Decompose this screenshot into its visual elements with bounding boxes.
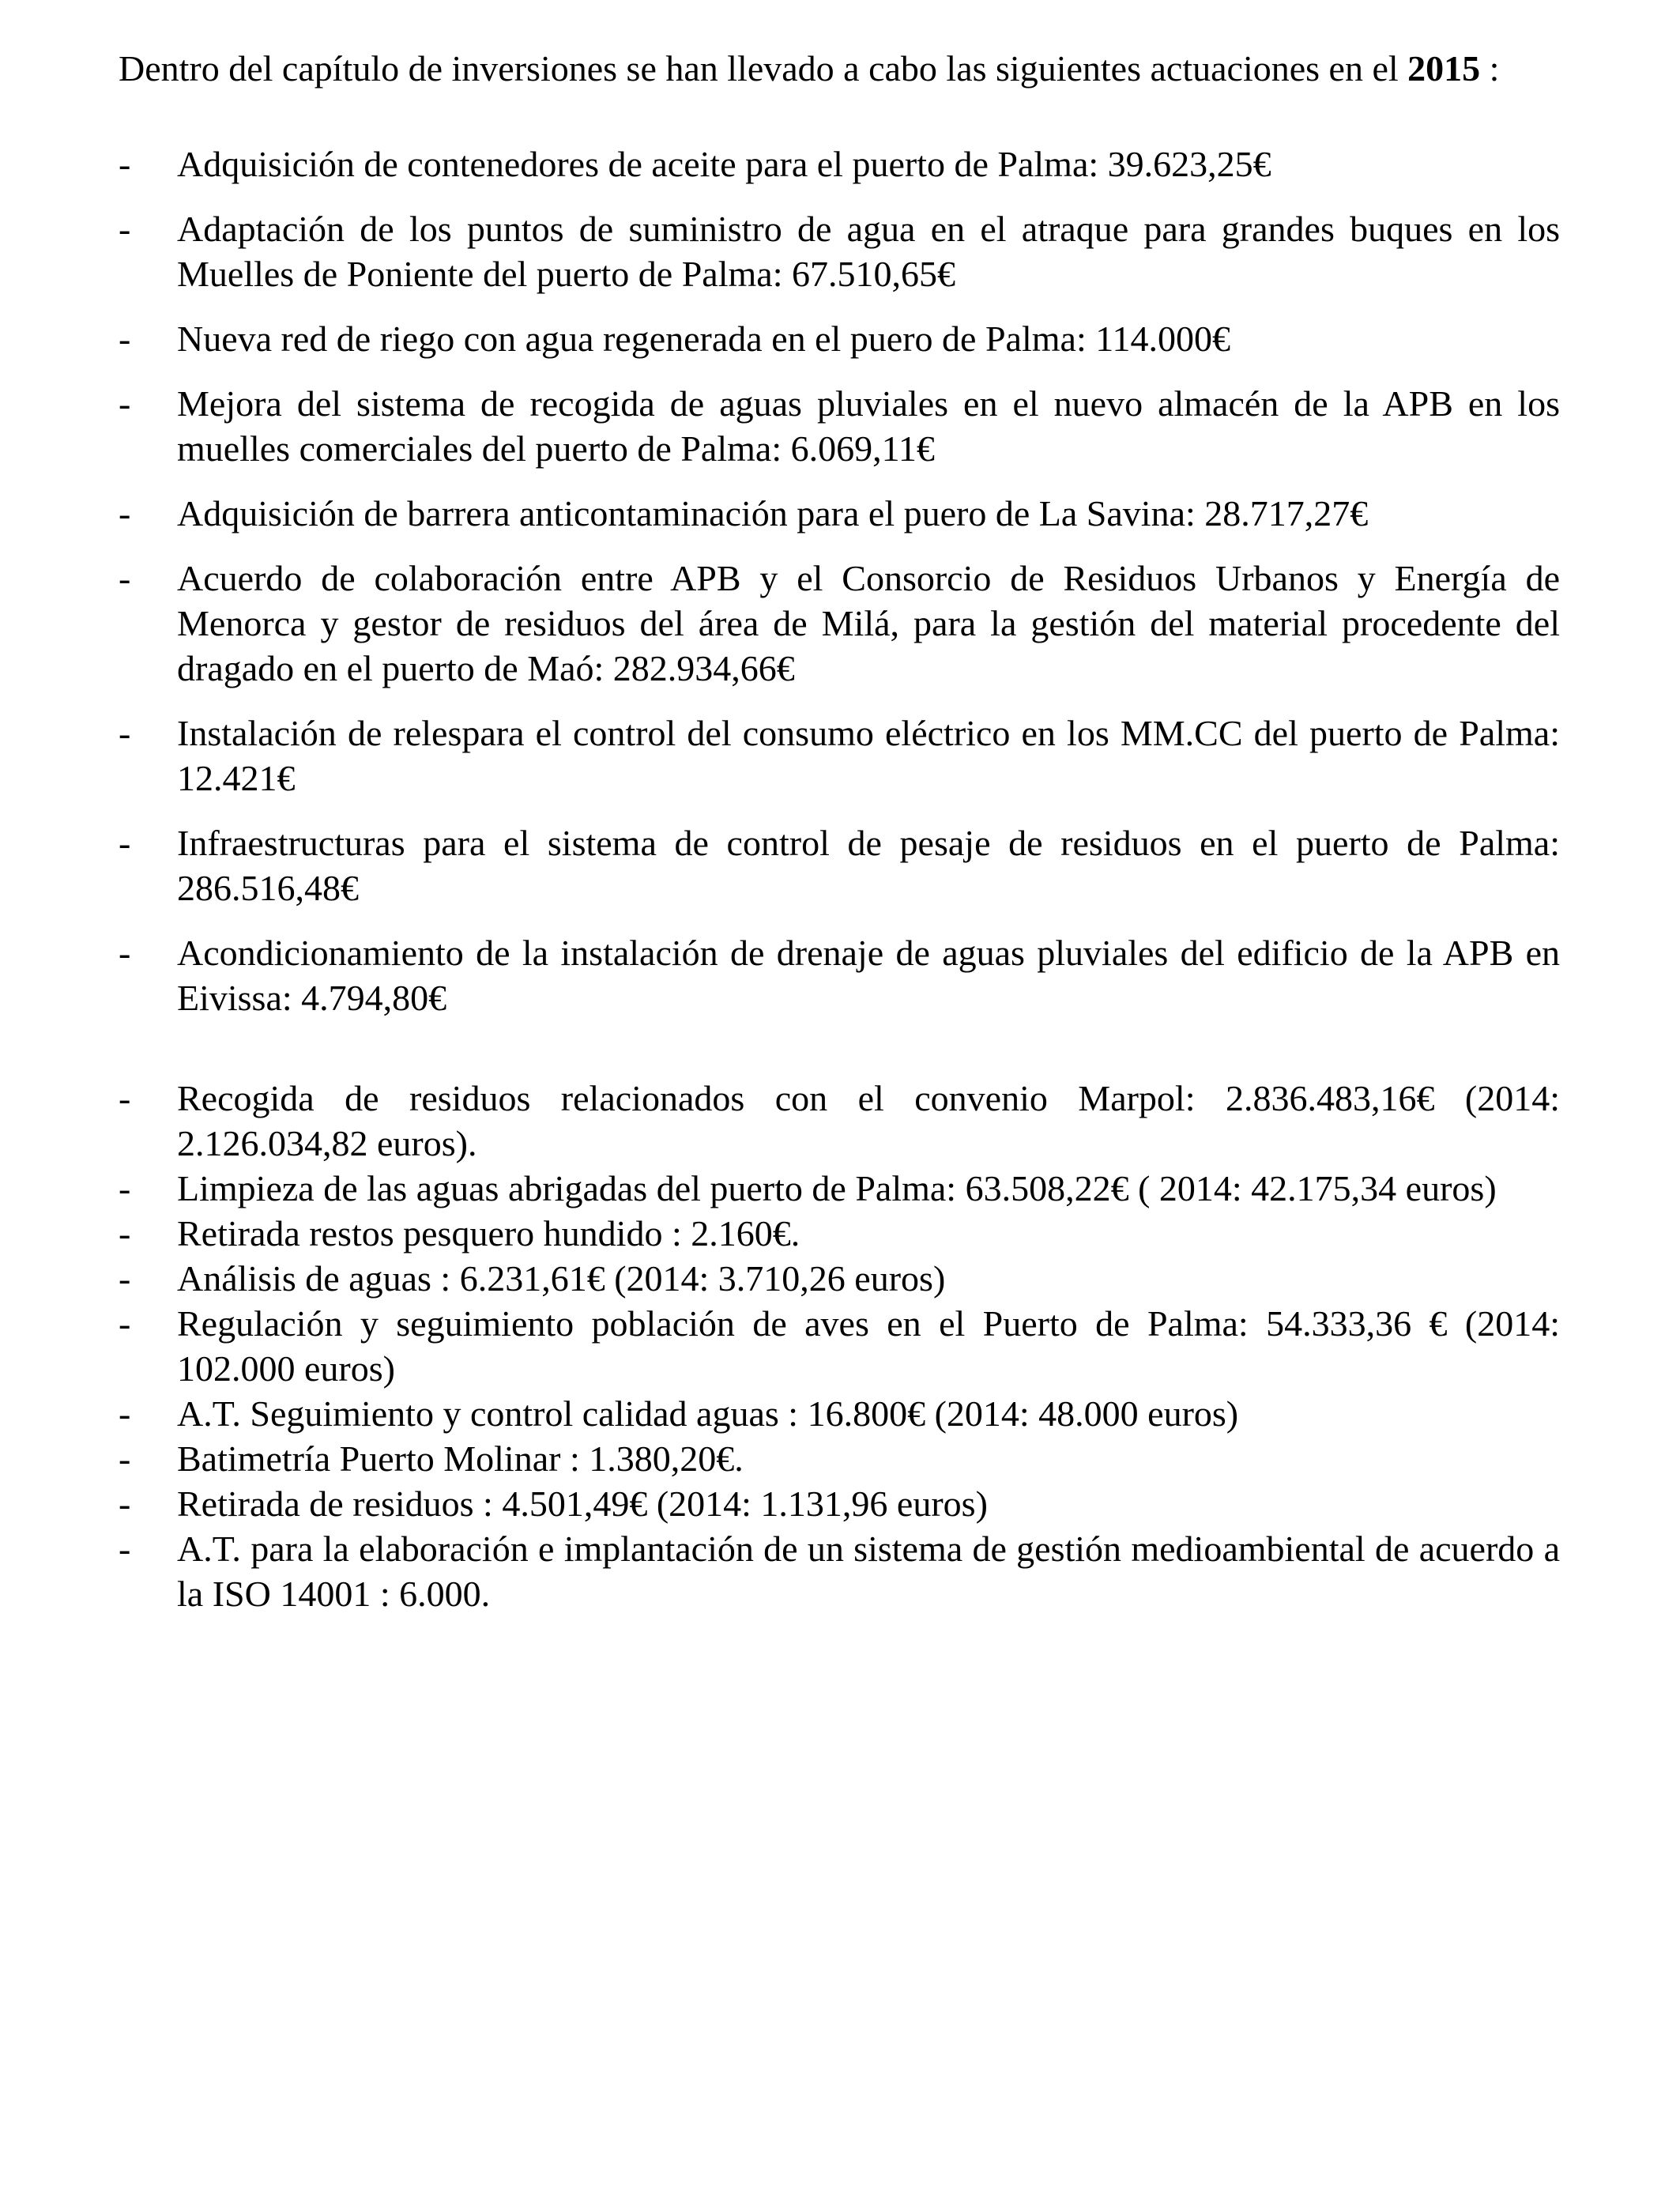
list-item-text: Recogida de residuos relacionados con el convenio Marpol: 2.836.483,16€ (2014: 2.126.034,82 euros). xyxy=(177,1078,1560,1163)
list-item xyxy=(119,141,1560,187)
list-item-text: Acuerdo de colaboración entre APB y el Consorcio de Residuos Urbanos y Energía de Menorca y gestor de residuos del área de Milá, para la gestión del material procedente del dragado en el puerto de Maó: 282.934,66€ xyxy=(177,558,1560,688)
bullet-dash: - xyxy=(119,1078,131,1118)
intro-paragraph xyxy=(119,46,1560,91)
list-item xyxy=(119,491,1560,536)
list-item-text: Adaptación de los puntos de suministro de agua en el atraque para grandes buques en los Muelles de Poniente del puerto de Palma: 67.510,65€ xyxy=(177,209,1560,294)
list-item xyxy=(119,556,1560,691)
list-item xyxy=(119,1211,1560,1256)
intro-suffix: : xyxy=(1480,48,1500,89)
list-item-text: Adquisición de barrera anticontaminación para el puero de La Savina: 28.717,27€ xyxy=(177,493,1369,533)
expenses-list xyxy=(119,1076,1560,1616)
bullet-dash: - xyxy=(119,1258,131,1299)
bullet-dash: - xyxy=(119,933,131,973)
list-item-text: A.T. para la elaboración e implantación de un sistema de gestión medioambiental de acuerdo a la ISO 14001 : 6.000. xyxy=(177,1529,1560,1614)
bullet-dash: - xyxy=(119,383,131,424)
list-item-text: Limpieza de las aguas abrigadas del puerto de Palma: 63.508,22€ ( 2014: 42.175,34 euros) xyxy=(177,1168,1497,1208)
bullet-dash: - xyxy=(119,493,131,533)
bullet-dash: - xyxy=(119,319,131,359)
list-item xyxy=(119,1481,1560,1526)
bullet-dash: - xyxy=(119,1168,131,1208)
bullet-dash: - xyxy=(119,558,131,598)
bullet-dash: - xyxy=(119,1213,131,1253)
bullet-dash: - xyxy=(119,713,131,753)
document-page xyxy=(119,46,1560,1616)
list-item-text: Retirada de residuos : 4.501,49€ (2014: 1.131,96 euros) xyxy=(177,1483,988,1524)
intro-year: 2015 xyxy=(1407,48,1481,89)
list-item xyxy=(119,930,1560,1020)
list-item-text: Regulación y seguimiento población de aves en el Puerto de Palma: 54.333,36 € (2014: 102.000 euros) xyxy=(177,1303,1560,1389)
list-item xyxy=(119,1256,1560,1301)
list-item-text: Infraestructuras para el sistema de control de pesaje de residuos en el puerto de Palma: 286.516,48€ xyxy=(177,823,1560,908)
list-item-text: Análisis de aguas : 6.231,61€ (2014: 3.710,26 euros) xyxy=(177,1258,946,1299)
list-item xyxy=(119,1166,1560,1211)
list-item-text: Retirada restos pesquero hundido : 2.160€. xyxy=(177,1213,800,1253)
list-item xyxy=(119,381,1560,471)
bullet-dash: - xyxy=(119,1483,131,1524)
list-item-text: Instalación de relespara el control del consumo eléctrico en los MM.CC del puerto de Palma: 12.421€ xyxy=(177,713,1560,798)
bullet-dash: - xyxy=(119,1393,131,1434)
list-item xyxy=(119,1301,1560,1391)
list-item-text: Nueva red de riego con agua regenerada en el puero de Palma: 114.000€ xyxy=(177,319,1231,359)
list-item xyxy=(119,206,1560,296)
bullet-dash: - xyxy=(119,1303,131,1344)
bullet-dash: - xyxy=(119,823,131,863)
list-item-text: Mejora del sistema de recogida de aguas pluviales en el nuevo almacén de la APB en los muelles comerciales del puerto de Palma: 6.069,11€ xyxy=(177,383,1560,469)
list-item xyxy=(119,1436,1560,1481)
bullet-dash: - xyxy=(119,209,131,249)
list-item xyxy=(119,1526,1560,1616)
list-item-text: Batimetría Puerto Molinar : 1.380,20€. xyxy=(177,1438,744,1479)
investments-list xyxy=(119,141,1560,1020)
bullet-dash: - xyxy=(119,1529,131,1569)
intro-text: Dentro del capítulo de inversiones se han llevado a cabo las siguientes actuaciones en el xyxy=(119,48,1408,89)
list-item xyxy=(119,711,1560,801)
list-item-text: Adquisición de contenedores de aceite para el puerto de Palma: 39.623,25€ xyxy=(177,144,1271,184)
bullet-dash: - xyxy=(119,144,131,184)
list-item-text: A.T. Seguimiento y control calidad aguas : 16.800€ (2014: 48.000 euros) xyxy=(177,1393,1239,1434)
list-item xyxy=(119,1391,1560,1436)
bullet-dash: - xyxy=(119,1438,131,1479)
list-item xyxy=(119,820,1560,910)
list-item xyxy=(119,316,1560,361)
list-item xyxy=(119,1076,1560,1166)
list-item-text: Acondicionamiento de la instalación de drenaje de aguas pluviales del edificio de la APB en Eivissa: 4.794,80€ xyxy=(177,933,1560,1018)
